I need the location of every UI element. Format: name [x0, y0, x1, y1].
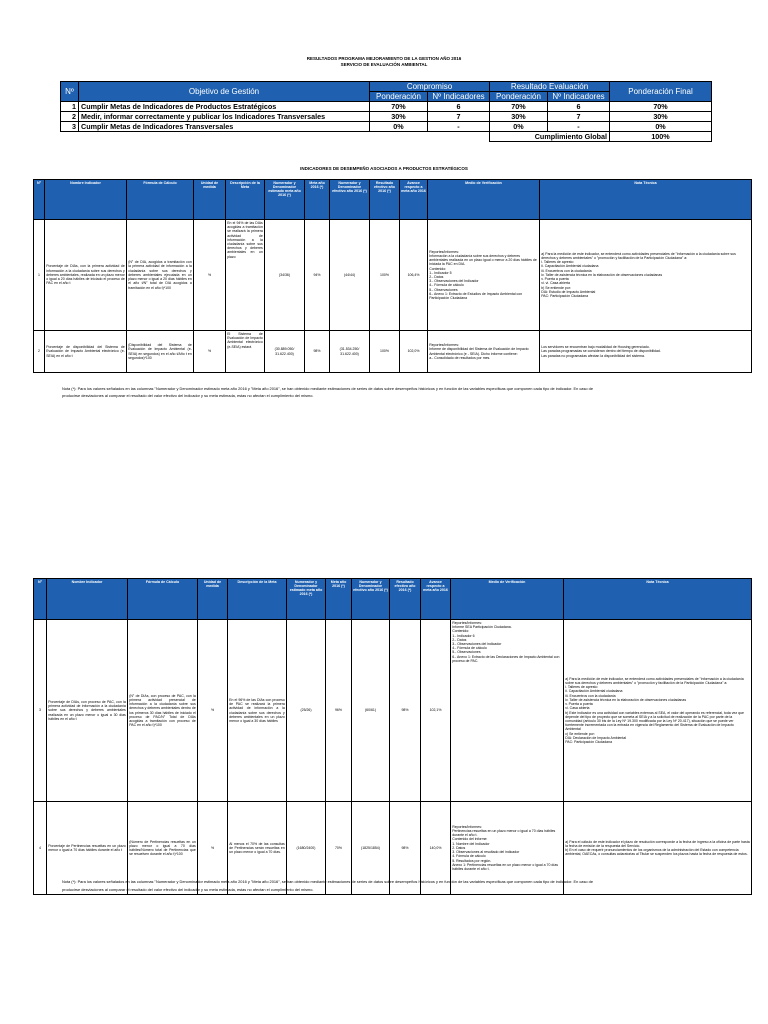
- summary-sub-ponderacion: Ponderación: [370, 92, 428, 102]
- cell-no: 4: [34, 802, 47, 895]
- cell-resultado: 98%: [390, 802, 421, 895]
- summary-cell-final: 70%: [610, 102, 712, 112]
- summary-cell-ind: 7: [428, 112, 490, 122]
- cell-nombre: Porcentaje de DIAs, con la primera actividad de información a la ciudadanía sobre sus derechos y deberes ambientales, realizada en un plazo menor o igual a 20 días hábiles de iniciado el proceso de PAC en el año t: [45, 220, 127, 331]
- summary-table: [60, 81, 712, 142]
- cell-numden-ef: (1825/1854): [352, 802, 390, 895]
- cell-formula: (N° de DIA, acogidos a tramitación con la primera actividad de información a la ciudadanía sobre sus derechos y deberes ambientales ejecutada en un plazo menor o igual a 20 días hábiles en el año t/N° total de DIA acogidos a tramitación en el año t)*100: [127, 220, 194, 331]
- cell-avance: 102,0%: [400, 331, 428, 373]
- table-row: [34, 620, 752, 802]
- summary-total-label: Cumplimiento Global: [490, 132, 610, 142]
- summary-cell-no: 3: [61, 122, 79, 132]
- cell-numden-ef: (60/61): [352, 620, 390, 802]
- cell-nombre: Porcentaje de DIAs, con proceso de PAC, con la primera actividad de información a la ciudadanía sobre sus derechos y deberes ambientales realizada en un plazo menor o igual a 30 días hábiles en el año t: [47, 620, 128, 802]
- cell-unidad: %: [194, 220, 226, 331]
- cell-unidad: %: [194, 331, 226, 373]
- summary-sub-indicadores: Nº Indicadores: [548, 92, 610, 102]
- cell-descripcion: Al menos el 70% de las consultas de Pertinencias serán resueltas en un plazo menor o igual a 70 días.: [228, 802, 287, 895]
- cell-numden: (25/26): [287, 620, 326, 802]
- section-title: INDICADORES DE DESEMPEÑO ASOCIADOS A PRODUCTOS ESTRATÉGICOS: [300, 166, 468, 171]
- col-avance: Avance respecto a meta año 2016: [421, 579, 451, 620]
- indicators-table-b: [33, 578, 752, 895]
- col-no: Nº: [34, 579, 47, 620]
- cell-meta: 94%: [305, 220, 330, 331]
- summary-row: [61, 122, 712, 132]
- col-formula: Fórmula de Cálculo: [127, 180, 194, 220]
- summary-cell-final: 30%: [610, 112, 712, 122]
- col-descripcion: Descripción de la Meta: [226, 180, 265, 220]
- cell-descripcion: El Sistema de Evaluación de Impacto Ambiental electrónico (e-SEIA) estará: [226, 331, 265, 373]
- table-row: [34, 331, 752, 373]
- col-unidad: Unidad de medida: [198, 579, 228, 620]
- col-numden-ef: Numerador y Denominador efectivo año 2016 (*): [330, 180, 370, 220]
- cell-meta: 98%: [305, 331, 330, 373]
- col-no: Nº: [34, 180, 45, 220]
- summary-cell-objetivo: Cumplir Metas de Indicadores Transversales: [79, 122, 370, 132]
- summary-cell-ind: 6: [428, 102, 490, 112]
- col-descripcion: Descripción de la Meta: [228, 579, 287, 620]
- cell-numden-ef: (31.534.250/ 31.622.400): [330, 331, 370, 373]
- cell-unidad: %: [198, 620, 228, 802]
- cell-nota: a) Para la medición de este indicador, se entenderá como actividades presenciales de "información a la ciudadanía sobre sus derechos y deberes ambientales" o "promoción y facilitación de la Participación Ciudadana" a: i. Talleres de apresto ii. Capacitación Ambiental ciudadana iii. Encuentros con la ciudadanía iv. Taller de asistencia técnica en la elaboración de observaciones ciudadanas v. Puerta a puerta vi. vi. Casa abierta b) Se entiende por: DIA: Estudio de Impacto Ambiental PAC: Participación Ciudadana: [541, 251, 736, 298]
- cell-unidad: %: [198, 802, 228, 895]
- col-meta: Meta año 2016 (*): [305, 180, 330, 220]
- table-row: [34, 220, 752, 331]
- summary-cell-pond: 30%: [370, 112, 428, 122]
- summary-cell-res-pond: 0%: [490, 122, 548, 132]
- summary-cell-objetivo: Medir, informar correctamente y publicar los Indicadores Transversales: [79, 112, 370, 122]
- summary-col-ponderacion-final: Ponderación Final: [610, 82, 712, 102]
- cell-medio: Reportes/Informes: Información a la ciudadanía sobre sus derechos y deberes ambientales realizada en un plazo igual o menor a 20 días hábiles de iniciada la PAC en DIA. Contenido: 1.- Indicador 5 2.- Datos 3.- Observaciones del Indicador 4.- Fórmula de cálculo 5.- Observaciones 6.- Anexo 1: Extracto de Estudios de Impacto Ambiental con Participación Ciudadana: [429, 249, 537, 301]
- col-medio: Medio de Verificación: [451, 579, 564, 620]
- summary-row: [61, 102, 712, 112]
- cell-no: 1: [34, 220, 45, 331]
- summary-row: [61, 112, 712, 122]
- cell-avance: 140,0%: [421, 802, 451, 895]
- cell-nota: a) Para el cálculo de este indicador el plazo de resolución corresponde a la fecha de ingreso a la oficina de parte hasta la fecha de emisión de la respuesta del Servicio. b) En el caso de requerir pronunciamientos de los organismos de la administración del Estado con competencia ambiental, OAECAs, o consultas aclaratorias al Titular se suspenden los plazos hasta la fecha de respuesta de estos.: [565, 839, 750, 857]
- summary-group-compromiso: Compromiso: [370, 82, 490, 92]
- cell-nombre: Porcentaje de disponibilidad del Sistema de Evaluación de Impacto Ambiental electrónico (e-SEIA) en el año t: [45, 331, 127, 373]
- summary-cell-pond: 0%: [370, 122, 428, 132]
- footnote: Nota (*): Para los valores señalados en las columnas "Numerador y Denominador estimado meta año 2016 y "Meta año 2016", se han obtenido mediante estimaciones de series de datos sobre desempeños históricos y en función de las variables específicas que componen cada tipo de indicador. En caso de producirse desviaciones al comparar el resultado del valor efectivo del indicador y su meta estimada, estas no afectan el cumplimiento del mismo.: [62, 386, 593, 398]
- col-nombre: Nombre Indicador: [47, 579, 128, 620]
- col-nota: Nota Técnica: [564, 579, 752, 620]
- cell-formula: (Disponibilidad del Sistema de Evaluación de Impacto Ambiental (e-SEIA) en segundos) en el año t/Año t en segundos)*100: [127, 331, 194, 373]
- cell-medio: Reportes/Informes: Pertinencias resueltas en un plazo menor o igual a 70 días hábiles durante el año t. Contenido del informe: 1. Nombre del Indicador 2. Datos 3. Observaciones al resultado del indicador 4. Fórmula de cálculo 5. Resultados por región. Anexo 1: Pertinencias resueltas en un plazo menor o igual a 70 días hábiles durante el año t.: [452, 824, 559, 871]
- summary-cell-ind: -: [428, 122, 490, 132]
- cell-formula: (N° de DIAs, con proceso de PAC, con la primera actividad presencial de información a la ciudadanía sobre sus derechos y deberes ambientales dentro de los primeros 30 días hábiles de iniciado el proceso de PAC/N° Total de DIAs acogidas a tramitación con proceso de PAC en el año t)*100: [128, 620, 198, 802]
- col-formula: Fórmula de Cálculo: [128, 579, 198, 620]
- page-subtitle: SERVICIO DE EVALUACIÓN AMBIENTAL: [340, 62, 428, 67]
- cell-formula: (Número de Pertinencias resueltas en un plazo menor o igual a 70 días hábiles/Número total de Pertinencias que se resuelven durante el año t)*100: [128, 802, 198, 895]
- summary-group-resultado: Resultado Evaluación: [490, 82, 610, 92]
- cell-meta: 96%: [326, 620, 352, 802]
- summary-col-no: Nº: [61, 82, 79, 102]
- cell-descripcion: En el 94% de las DIAs acogidas a tramitación se realizará la primera actividad de información a la ciudadanía sobre sus derechos y deberes ambientales en un plazo: [226, 220, 265, 331]
- col-unidad: Unidad de medida: [194, 180, 226, 220]
- cell-avance: 106,4%: [400, 220, 428, 331]
- cell-resultado: 100%: [370, 220, 400, 331]
- summary-total-row: [61, 132, 712, 142]
- col-numden: Numerador y Denominador estimado meta año 2016 (*): [265, 180, 305, 220]
- cell-nombre: Porcentaje de Pertinencias resueltas en un plazo menor o igual a 70 días hábiles durante el año t: [47, 802, 128, 895]
- summary-cell-res-ind: 7: [548, 112, 610, 122]
- summary-cell-no: 2: [61, 112, 79, 122]
- cell-no: 3: [34, 620, 47, 802]
- cell-resultado: 100%: [370, 331, 400, 373]
- summary-cell-pond: 70%: [370, 102, 428, 112]
- col-nombre: Nombre Indicador: [45, 180, 127, 220]
- cell-nota: a) Para la medición de este indicador, se entenderá como actividades presenciales de "información a la ciudadanía sobre sus derechos y deberes ambientales" o "promoción y facilitación de la Participación Ciudadana" a: i. Talleres de apresto ii. Capacitación Ambiental ciudadana iii. Encuentros con la ciudadanía iv. Taller de asistencia técnica en la elaboración de observaciones ciudadanas v. Puerta a puerta vi. Casa abierta b) Este indicador es una actividad con variables externas al SEA, el valor del operando es referencial, toda vez que depende del tipo de proyecto que se someta al SEIA y a la solicitud de realización de la PAC por parte de la comunidad (artículo 30 bis de la Ley Nº 19.300 modificada por la Ley Nº 20.417), situación que se puede ver fuertemente incrementada con la entrada en vigencia del Reglamento del Sistema de Evaluación de Impacto Ambiental c) Se entiende por: DIA: Declaración de Impacto Ambiental PAC: Participación Ciudadana: [565, 676, 744, 744]
- cell-numden-ef: (44/44): [330, 220, 370, 331]
- col-avance: Avance respecto a meta año 2016: [400, 180, 428, 220]
- summary-cell-res-pond: 30%: [490, 112, 548, 122]
- cell-medio: Reportes/Informes: Informe SEA Participación Ciudadana. Contenido: 1.- Indicador 6 2.- Datos 3.- Observaciones del indicador 4.- Fórmula de cálculo 5.- Observaciones 6.- Anexo 1: Extracto de las Declaraciones de Impacto Ambiental con proceso de PAC.: [452, 621, 560, 663]
- col-numden: Numerador y Denominador estimado meta año 2016 (*): [287, 579, 326, 620]
- summary-cell-final: 0%: [610, 122, 712, 132]
- cell-meta: 70%: [326, 802, 352, 895]
- cell-medio: Reportes/Informes: Informe de disponibilidad del Sistema de Evaluación de Impacto Ambiental electrónico (e - SEIA). Dicho informe contiene: a.- Consolidado de resultados por mes.: [429, 343, 529, 360]
- footnote: Nota (*): Para los valores señalados en las columnas "Numerador y Denominador estimado meta año 2016 y "Meta año 2016", se han obtenido mediante estimaciones de series de datos sobre desempeños históricos y en función de las variables específicas que componen cada tipo de indicador. En caso de producirse desviaciones al comparar el resultado del valor efectivo del indicador y su meta estimada, estas no afectan el cumplimiento del mismo.: [62, 879, 593, 892]
- cell-descripcion: En el 96% de las DIAs con proceso de PAC se realizará la primera actividad de información a la ciudadanía sobre sus derechos y deberes ambientales en un plazo menor o igual a 30 días hábiles: [228, 620, 287, 802]
- col-nota: Nota Técnica: [540, 180, 752, 220]
- indicators-table-a: [33, 179, 752, 373]
- summary-col-objetivo: Objetivo de Gestión: [79, 82, 370, 102]
- cell-numden: (30.889.050/ 31.622.400): [265, 331, 305, 373]
- cell-numden: (1680/2400): [287, 802, 326, 895]
- summary-sub-ponderacion: Ponderación: [490, 92, 548, 102]
- cell-nota: Los servidores se encuentran bajo modalidad de Housing gerenciado. Las paradas programadas se consideran dentro del tiempo de disponibilidad. Las paradas no programadas afectan la disponibilidad del sistema.: [541, 345, 661, 358]
- summary-cell-res-ind: -: [548, 122, 610, 132]
- cell-resultado: 98%: [390, 620, 421, 802]
- cell-no: 2: [34, 331, 45, 373]
- col-resultado: Resultado efectivo año 2016 (*): [370, 180, 400, 220]
- cell-avance: 102,1%: [421, 620, 451, 802]
- cell-numden: (34/36): [265, 220, 305, 331]
- summary-cell-res-pond: 70%: [490, 102, 548, 112]
- summary-cell-no: 1: [61, 102, 79, 112]
- summary-cell-objetivo: Cumplir Metas de Indicadores de Productos Estratégicos: [79, 102, 370, 112]
- col-resultado: Resultado efectivo año 2016 (*): [390, 579, 421, 620]
- col-medio: Medio de Verificación: [428, 180, 540, 220]
- summary-sub-indicadores: Nº Indicadores: [428, 92, 490, 102]
- page-title: RESULTADOS PROGRAMA MEJORAMIENTO DE LA GESTION AÑO 2016: [306, 56, 462, 61]
- summary-cell-res-ind: 6: [548, 102, 610, 112]
- summary-total-value: 100%: [610, 132, 712, 142]
- col-numden-ef: Numerador y Denominador efectivo año 2016 (*): [352, 579, 390, 620]
- col-meta: Meta año 2016 (*): [326, 579, 352, 620]
